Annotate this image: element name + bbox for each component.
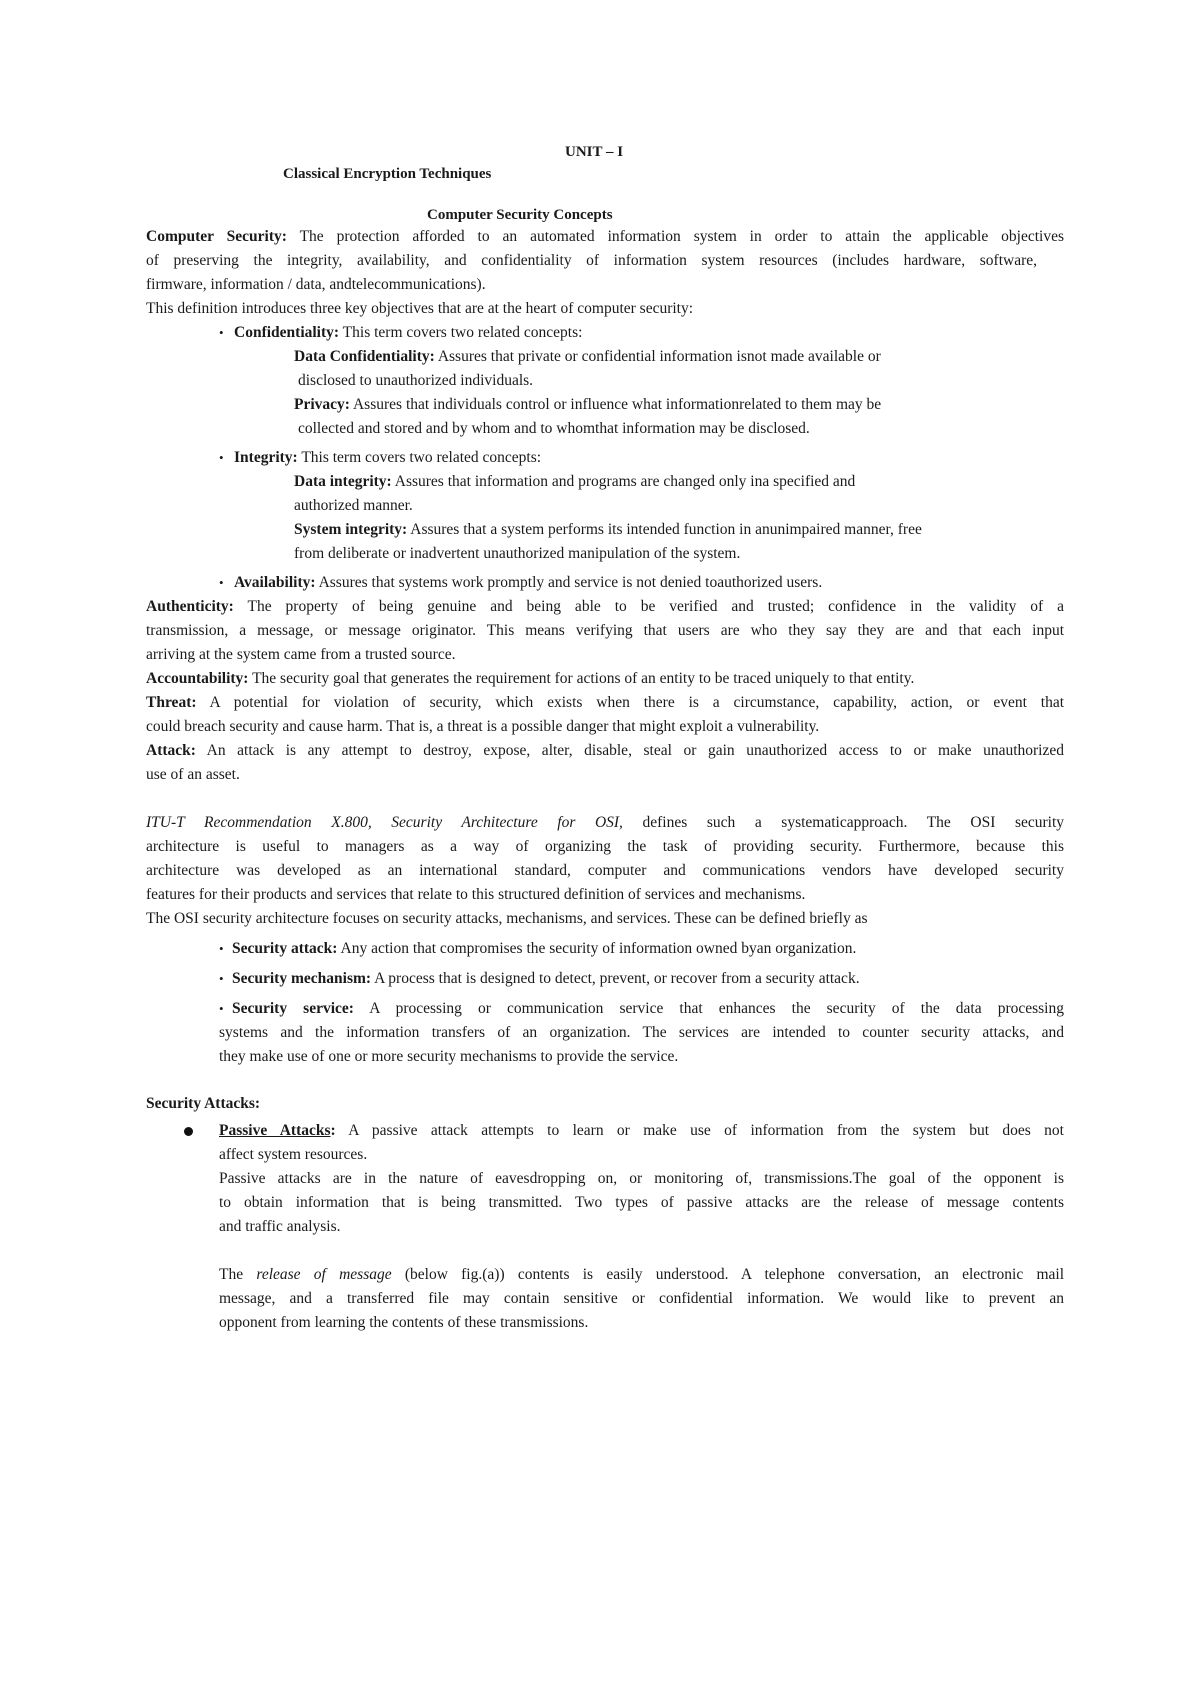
data-integrity-term: Data integrity: [294, 473, 392, 490]
release-line3: opponent from learning the contents of these transmissions. [219, 1314, 589, 1331]
confidentiality-term: Confidentiality: [234, 324, 340, 341]
privacy-text: Assures that individuals control or influence what informationrelated to them may be [352, 396, 882, 413]
privacy-term: Privacy: [294, 396, 350, 413]
threat-line2: could breach security and cause harm. That is, a threat is a possible danger that might exploit a vulnerability. [146, 718, 820, 735]
release-line1 [219, 1265, 1064, 1285]
security-attack-text: Any action that compromises the security of information owned byan organization. [340, 940, 857, 957]
authenticity-term: Authenticity: [146, 598, 234, 615]
security-service-text1: A processing or communication service that enhances the security of the data processing [369, 1000, 1064, 1017]
itu-line2: architecture is useful to managers as a way of organizing the task of providing security. Furthermore, because this [146, 838, 1064, 855]
release-line2: message, and a transferred file may contain sensitive or confidential information. We would like to prevent an [219, 1290, 1064, 1307]
attack-line1 [146, 741, 1064, 761]
data-confidentiality-term: Data Confidentiality: [294, 348, 435, 365]
confidentiality-bullet: • [219, 325, 224, 340]
computer-security-line1 [146, 227, 1064, 247]
release-of-message: release of message [256, 1266, 392, 1283]
itu-line3: architecture was developed as an international standard, computer and communications vendors have developed security [146, 862, 1064, 879]
release-text1: (below fig.(a)) contents is easily understood. A telephone conversation, an electronic mail [404, 1266, 1065, 1283]
security-mechanism-term: Security mechanism: [232, 970, 372, 987]
computer-security-text1: The protection afforded to an automated information system in order to attain the applicable objectives [299, 228, 1064, 245]
threat-line1 [146, 693, 1064, 713]
data-confidentiality-line2: disclosed to unauthorized individuals. [298, 372, 534, 389]
integrity-term: Integrity: [234, 449, 298, 466]
authenticity-line2: transmission, a message, or message originator. This means verifying that users are who they say they are and that each input [146, 622, 1064, 639]
security-service-bullet: • [219, 1001, 224, 1016]
security-service-line3: they make use of one or more security mechanisms to provide the service. [219, 1048, 679, 1065]
security-attack-term: Security attack: [232, 940, 338, 957]
passive-p2-line1: Passive attacks are in the nature of eavesdropping on, or monitoring of, transmissions.The goal of the opponent is [219, 1170, 1064, 1187]
itu-line5: The OSI security architecture focuses on security attacks, mechanisms, and services. These can be defined briefly as [146, 910, 868, 927]
passive-p2-line2: to obtain information that is being transmitted. Two types of passive attacks are the release of message contents [219, 1194, 1064, 1211]
authenticity-text1: The property of being genuine and being able to be verified and trusted; confidence in the validity of a [247, 598, 1064, 615]
privacy-line1 [294, 395, 881, 415]
availability-line [234, 573, 822, 593]
availability-text: Assures that systems work promptly and service is not denied toauthorized users. [318, 574, 823, 591]
unit-heading: UNIT – I [565, 144, 624, 160]
authenticity-line3: arriving at the system came from a trusted source. [146, 646, 456, 663]
data-integrity-line2: authorized manner. [294, 497, 413, 514]
privacy-line2: collected and stored and by whom and to whomthat information may be disclosed. [298, 420, 810, 437]
security-service-line1 [232, 999, 1064, 1019]
integrity-text: This term covers two related concepts: [301, 449, 542, 466]
accountability-term: Accountability: [146, 670, 249, 687]
section-heading: Computer Security Concepts [427, 207, 613, 223]
computer-security-line3: firmware, information / data, andtelecommunications). [146, 276, 486, 293]
attack-line2: use of an asset. [146, 766, 240, 783]
security-mechanism-line [232, 969, 860, 989]
itu-text1: defines such a systematicapproach. The OSI security [642, 814, 1065, 831]
security-attacks-heading: Security Attacks: [146, 1095, 261, 1112]
intro-paragraph: This definition introduces three key objectives that are at the heart of computer security: [146, 300, 694, 317]
itu-line1 [146, 813, 1064, 833]
attack-term: Attack: [146, 742, 196, 759]
passive-p2-line3: and traffic analysis. [219, 1218, 341, 1235]
confidentiality-text: This term covers two related concepts: [342, 324, 583, 341]
security-mechanism-text: A process that is designed to detect, prevent, or recover from a security attack. [374, 970, 860, 987]
data-confidentiality-text: Assures that private or confidential information isnot made available or [437, 348, 881, 365]
threat-term: Threat: [146, 694, 197, 711]
passive-attacks-term: Passive Attacks [219, 1122, 331, 1139]
passive-attacks-colon: : [330, 1122, 336, 1139]
itu-line4: features for their products and services that relate to this structured definition of services and mechanisms. [146, 886, 806, 903]
security-mechanism-bullet: • [219, 971, 224, 986]
release-the: The [219, 1266, 244, 1283]
passive-attacks-bullet [184, 1127, 193, 1136]
authenticity-line1 [146, 597, 1064, 617]
system-integrity-line1 [294, 520, 922, 540]
security-attack-bullet: • [219, 941, 224, 956]
integrity-line [234, 448, 541, 468]
document-title: Classical Encryption Techniques [283, 166, 492, 182]
system-integrity-line2: from deliberate or inadvertent unauthorized manipulation of the system. [294, 545, 741, 562]
data-integrity-text: Assures that information and programs are changed only ina specified and [394, 473, 856, 490]
availability-term: Availability: [234, 574, 316, 591]
security-service-term: Security service: [232, 1000, 354, 1017]
computer-security-term: Computer Security: [146, 228, 287, 245]
passive-attacks-text1: A passive attack attempts to learn or make use of information from the system but does not [348, 1122, 1064, 1139]
accountability-line [146, 669, 914, 689]
confidentiality-line [234, 323, 582, 343]
passive-attacks-line1 [219, 1121, 1064, 1141]
integrity-bullet: • [219, 450, 224, 465]
accountability-text: The security goal that generates the requirement for actions of an entity to be traced uniquely to that entity. [252, 670, 915, 687]
attack-text1: An attack is any attempt to destroy, expose, alter, disable, steal or gain unauthorized access to or make unauthorized [206, 742, 1064, 759]
system-integrity-term: System integrity: [294, 521, 408, 538]
threat-text1: A potential for violation of security, which exists when there is a circumstance, capability, action, or event that [209, 694, 1065, 711]
availability-bullet: • [219, 575, 224, 590]
security-attack-line [232, 939, 856, 959]
system-integrity-text: Assures that a system performs its intended function in anunimpaired manner, free [410, 521, 922, 538]
data-confidentiality-line1 [294, 347, 881, 367]
computer-security-line2: of preserving the integrity, availability, and confidentiality of information system resources (includes hardware, software, [146, 252, 1037, 269]
itu-reference: ITU-T Recommendation X.800, Security Architecture for OSI, [146, 814, 623, 831]
security-service-line2: systems and the information transfers of an organization. The services are intended to counter security attacks, and [219, 1024, 1064, 1041]
data-integrity-line1 [294, 472, 855, 492]
passive-attacks-line2: affect system resources. [219, 1146, 368, 1163]
passive-attacks-term-wrap [219, 1122, 336, 1139]
